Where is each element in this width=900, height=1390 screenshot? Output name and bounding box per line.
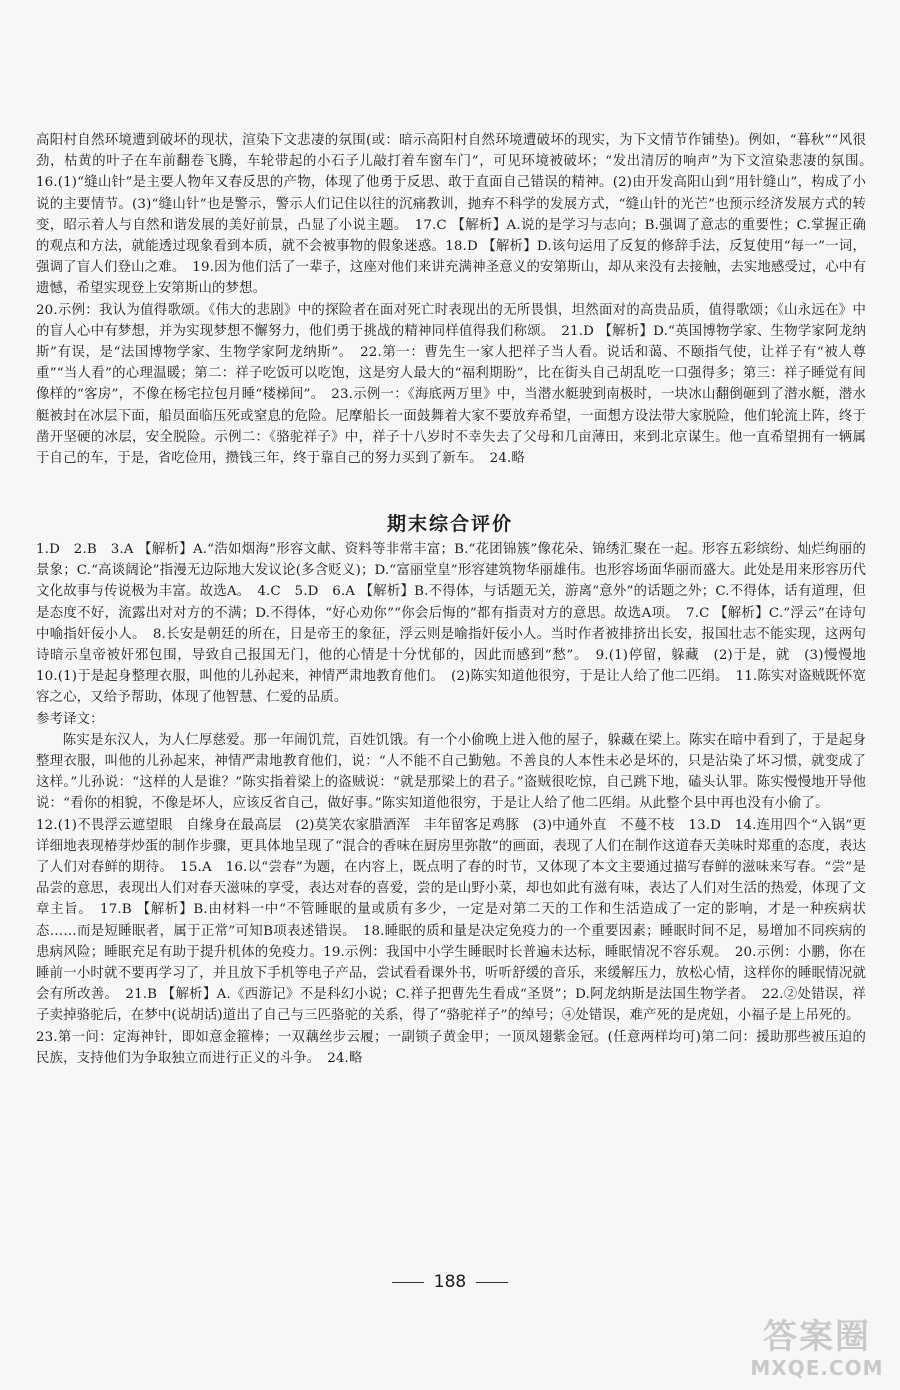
answer-block-top — [36, 130, 880, 469]
answer-block-bottom — [36, 539, 880, 1069]
page-number-dash-left — [392, 1282, 424, 1283]
site-watermark — [742, 1318, 892, 1384]
section-title: 期末综合评价 — [386, 513, 513, 535]
answer-paragraph: 20.示例：我认为值得歌颂。《伟大的悲剧》中的探险者在面对死亡时表现出的无所畏惧，坦然面对的高贵品质，值得歌颂；《山永远在》中的盲人心中有梦想，并为实现梦想不懈努力，他们勇于挑战的精神同样值得我们称颂。 21.D 【解析】D.“英国博物学家、生物学家阿龙纳斯”有误，是“法国博物学家、生物学家阿龙纳斯”。 22.第一：曹先生一家人把祥子当人看。说话和蔼、不颐指气使，让祥子有“被人尊重”“当人看”的心理温暖；第二：祥子吃饭可以吃饱，这是穷人最大的“福利期盼”，比在街头自己胡乱吃一口强得多；第三：祥子睡觉有间像样的“客房”，不像在杨宅拉包月睡“楼梯间”。 23.示例一：《海底两万里》中，当潜水艇驶到南极时，一块冰山翻倒砸到了潜水艇，潜水艇被封在冰层下面，船员面临压死或窒息的危险。尼摩船长一面鼓舞着大家不要放弃希望，一面想方设法带大家脱险，他们轮流上阵，终于凿开坚硬的冰层，安全脱险。示例二：《骆驼祥子》中，祥子十八岁时不幸失去了父母和几亩薄田，来到北京谋生。他一直希望拥有一辆属于自己的车，于是，省吃俭用，攒钱三年，终于靠自己的努力买到了新车。 24.略 — [36, 302, 866, 467]
answer-paragraph: 23.第一问：定海神针，即如意金箍棒；一双藕丝步云履；一副锁子黄金甲；一顶凤翅紫金冠。(任意两样均可)第二问：援助那些被压迫的民族，支持他们为争取独立而进行正义的斗争。 24.略 — [36, 1029, 866, 1066]
answer-paragraph: 高阳村自然环境遭到破坏的现状，渲染下文悲凄的氛围(或：暗示高阳村自然环境遭破坏的现实，为下文情节作铺垫)。例如，“暮秋”“风很劲，枯黄的叶子在车前翻卷飞腾，车轮带起的小石子儿敲打着车窗车门”，可见环境被破坏；“发出清厉的响声”为下文渲染悲凄的氛围。 16.(1)“缝山针”是主要人物年又春反思的产物，体现了他勇于反思、敢于直面自己错误的精神。(2)由开发高阳山到“用针缝山”，构成了小说的主要情节。(3)“缝山针”也是警示，警示人们记住以往的沉痛教训，抛弃不科学的发展方式，“缝山针的光芒”也预示经济发展方式的转变，昭示着人与自然和谐发展的美好前景，凸显了小说主题。 17.C 【解析】A.说的是学习与志向；B.强调了意志的重要性；C.掌握正确的观点和方法，就能透过现象看到本质，就不会被事物的假象迷惑。18.D 【解析】D.该句运用了反复的修辞手法，反复使用“每一”一词，强调了盲人们登山之难。 19.因为他们活了一辈子，这座对他们来讲充满神圣意义的安第斯山，却从来没有去接触，去实地感受过，心中有遗憾，希望实现登上安第斯山的梦想。 — [36, 133, 880, 297]
watermark-url: MXQE.COM — [750, 1356, 884, 1380]
page-number — [0, 1272, 900, 1292]
answer-paragraph: 12.(1)不畏浮云遮望眼 自缘身在最高层 (2)莫笑农家腊酒浑 丰年留客足鸡豚 (3)中通外直 不蔓不枝 13.D 14.连用四个“入锅”更详细地表现椿芽炒蛋的制作步骤，更具体地呈现了“混合的香味在厨房里弥散”的画面，表现了人们在制作这道春天美味时郑重的态度，表达了人们对春鲜的期待。 15.A 16.以“尝春”为题，在内容上，既点明了春的时节，又体现了本文主要通过描写春鲜的滋味来写春。“尝”是品尝的意思，表现出人们对春天滋味的享受，表达对春的喜爱，尝的是山野小菜，却也如此有滋有味，表达了人们对生活的热爱，体现了文章主旨。 17.B 【解析】B.由材料一中“不管睡眠的量或质有多少，一定是对第二天的工作和生活造成了一定的影响，才是一种疾病状态……而是短睡眠者，属于正常”可知B项表述错误。 18.睡眠的质和量是决定免疫力的一个重要因素；睡眠时间不足，易增加不同疾病的患病风险；睡眠充足有助于提升机体的免疫力。19.示例：我国中小学生睡眠时长普遍未达标，睡眠情况不容乐观。 20.示例：小鹏，你在睡前一小时就不要再学习了，并且放下手机等电子产品，尝试看看课外书，听听舒缓的音乐，来缓解压力，放松心情，这样你的睡眠情况就会有所改善。 21.B 【解析】A.《西游记》不是科幻小说；C.祥子把曹先生看成“圣贤”；D.阿龙纳斯是法国生物学者。 22.②处错误，祥子卖掉骆驼后，在梦中(说胡话)道出了自己与三匹骆驼的关系，得了“骆驼祥子”的绰号；④处错误，难产死的是虎妞，小福子是上吊死的。 — [36, 817, 866, 1024]
translation-paragraph: 陈实是东汉人，为人仁厚慈爱。那一年闹饥荒，百姓饥饿。有一个小偷晚上进入他的屋子，躲藏在梁上。陈实在暗中看到了，于是起身整理衣服，叫他的儿孙起来，神情严肃地教育他们，说：“人不能不自己勤勉。不善良的人本性未必是坏的，只是沾染了坏习惯，就变成了这样。”儿孙说：“这样的人是谁？”陈实指着梁上的盗贼说：“就是那梁上的君子。”盗贼很吃惊，自己跳下地，磕头认罪。陈实慢慢地开导他说：“看你的相貌，不像是坏人，应该反省自己，做好事。”陈实知道他很穷，于是让人给了他二匹绢。从此整个县中再也没有小偷了。 — [36, 732, 866, 812]
page-number-text: 188 — [433, 1272, 467, 1292]
translation-label: 参考译文： — [36, 711, 104, 727]
page-number-dash-right — [476, 1282, 508, 1283]
watermark-logo-text: 答案圈 — [763, 1317, 871, 1357]
answer-paragraph: 1.D 2.B 3.A 【解析】A.“浩如烟海”形容文献、资料等非常丰富；B.“花团锦簇”像花朵、锦绣汇聚在一起。形容五彩缤纷、灿烂绚丽的景象；C.“高谈阔论”指漫无边际地大发议论(多含贬义)；D.“富丽堂皇”形容建筑物华丽雄伟。也形容场面华丽而盛大。此处是用来形容历代文化故事与传说极为丰富。故选A。 4.C 5.D 6.A 【解析】B.不得体，与话题无关，游离“意外”的话题之外；C.不得体，话有道理，但是态度不好，流露出对对方的不满；D.不得体，“好心劝你”“你会后悔的”都有指责对方的意思。故选A项。 7.C 【解析】C.“浮云”在诗句中喻指奸佞小人。 8.长安是朝廷的所在，日是帝王的象征，浮云则是喻指奸佞小人。当时作者被排挤出长安，报国壮志不能实现，这两句诗暗示皇帝被奸邪包围，导致自己报国无门，他的心情是十分忧郁的，因此而感到“愁”。 9.(1)停留，躲藏 (2)于是，就 (3)慢慢地 10.(1)于是起身整理衣服，叫他的儿孙起来，神情严肃地教育他们。 (2)陈实知道他很穷，于是让人给了他二匹绢。 11.陈实对盗贼既怀宽容之心，又给予帮助，体现了他智慧、仁爱的品质。 — [36, 542, 880, 706]
